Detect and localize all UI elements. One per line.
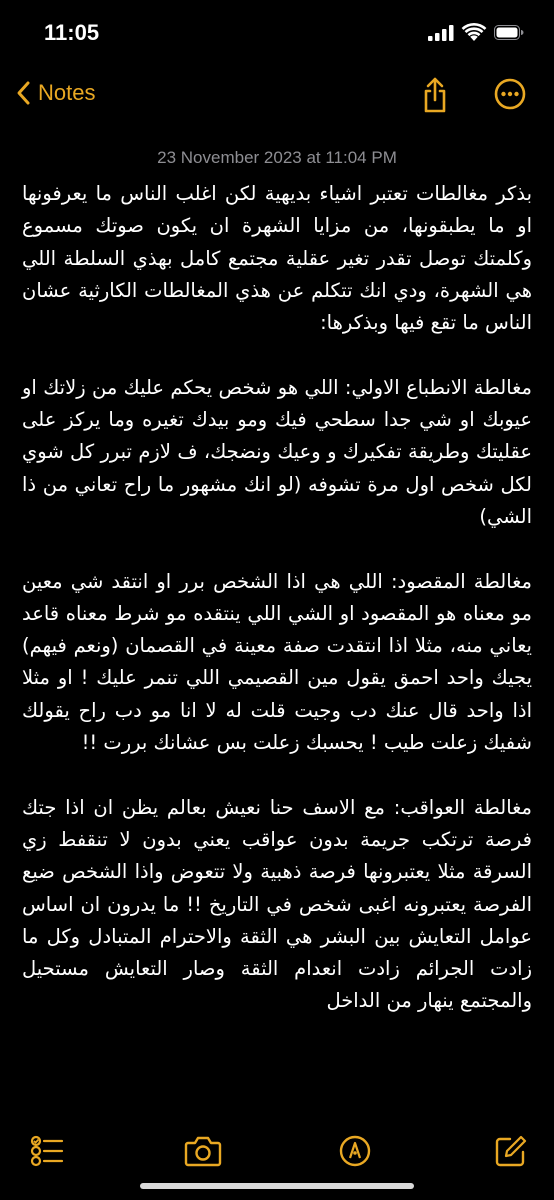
status-icons xyxy=(428,24,524,41)
wifi-icon xyxy=(462,24,486,41)
status-time: 11:05 xyxy=(44,20,100,45)
share-icon[interactable] xyxy=(422,76,448,114)
chevron-left-icon xyxy=(16,81,30,105)
more-options-icon[interactable] xyxy=(494,78,526,110)
note-date: 23 November 2023 at 11:04 PM xyxy=(157,148,397,167)
home-indicator[interactable] xyxy=(140,1183,414,1189)
back-button-label: Notes xyxy=(38,80,96,105)
note-body[interactable]: بذكر مغالطات تعتبر اشياء بديهية لكن اغلب الناس ما يعرفونها او ما يطبقونها، من مزايا الشهرة ان يكون صوتك مسموع وكلمتك توصل تقدر تغير عقلية مجتمع كامل بهذي السلطة اللي هي الشهرة، ودي انك تتكلم عن هذي المغالطات الكارثية عشان الناس ما تقع فيها وبذكرها: مغالطة الانطباع الاولي: اللي هو شخص يحكم عليك من زلاتك او عيوبك او شي جدا سطحي فيك ومو بيدك تغيره وما يركز على عقليتك وطريقة تفكيرك و وعيك ونضجك، ف لازم تبرر كل شوي لكل شخص اول مرة تشوفه (لو انك مشهور ما راح تعاني من ذا الشي) مغالطة المقصود: اللي هي اذا الشخص برر او انتقد شي معين مو معناه هو المقصود او الشي اللي ينتقده مو شرط معناه قاعد يعاني منه، مثلا اذا انتقدت صفة معينة في القصمان (ونعم فيهم) يجيك واحد احمق يقول مين القصيمي اللي تنمر عليك ! او مثلا اذا واحد قال عنك دب وجيت قلت له لا انا مو دب راح يقولك شفيك زعلت طيب ! يحسبك زعلت بس عشانك بررت !! مغالطة العواقب: مع الاسف حنا نعيش بعالم يظن ان اذا جتك فرصة ترتكب جريمة بدون عواقب يعني بدون لا تنقفط زي السرقة مثلا يعتبرونها فرصة ذهبية ولا تتعوض واذا الشخص ضيع الفرصة يعتبرونه اغبى شخص في التاريخ !! ما يدرون ان اساس عوامل التعايش بين البشر هي الثقة والاحترام المتبادل وكل ما زادت الجرائم زادت انعدام الثقة وصار التعايش مستحيل والمجتمع ينهار من الداخل xyxy=(22,182,532,1013)
checklist-icon[interactable] xyxy=(30,1134,64,1168)
bottom-toolbar xyxy=(0,1126,554,1176)
navigation-bar xyxy=(0,66,554,126)
battery-icon xyxy=(494,25,524,40)
compose-icon[interactable] xyxy=(494,1134,528,1168)
back-button[interactable] xyxy=(16,80,95,106)
markup-pen-icon[interactable] xyxy=(338,1134,372,1168)
camera-icon[interactable] xyxy=(184,1134,222,1168)
status-bar xyxy=(0,0,554,66)
cellular-signal-icon xyxy=(428,25,454,41)
